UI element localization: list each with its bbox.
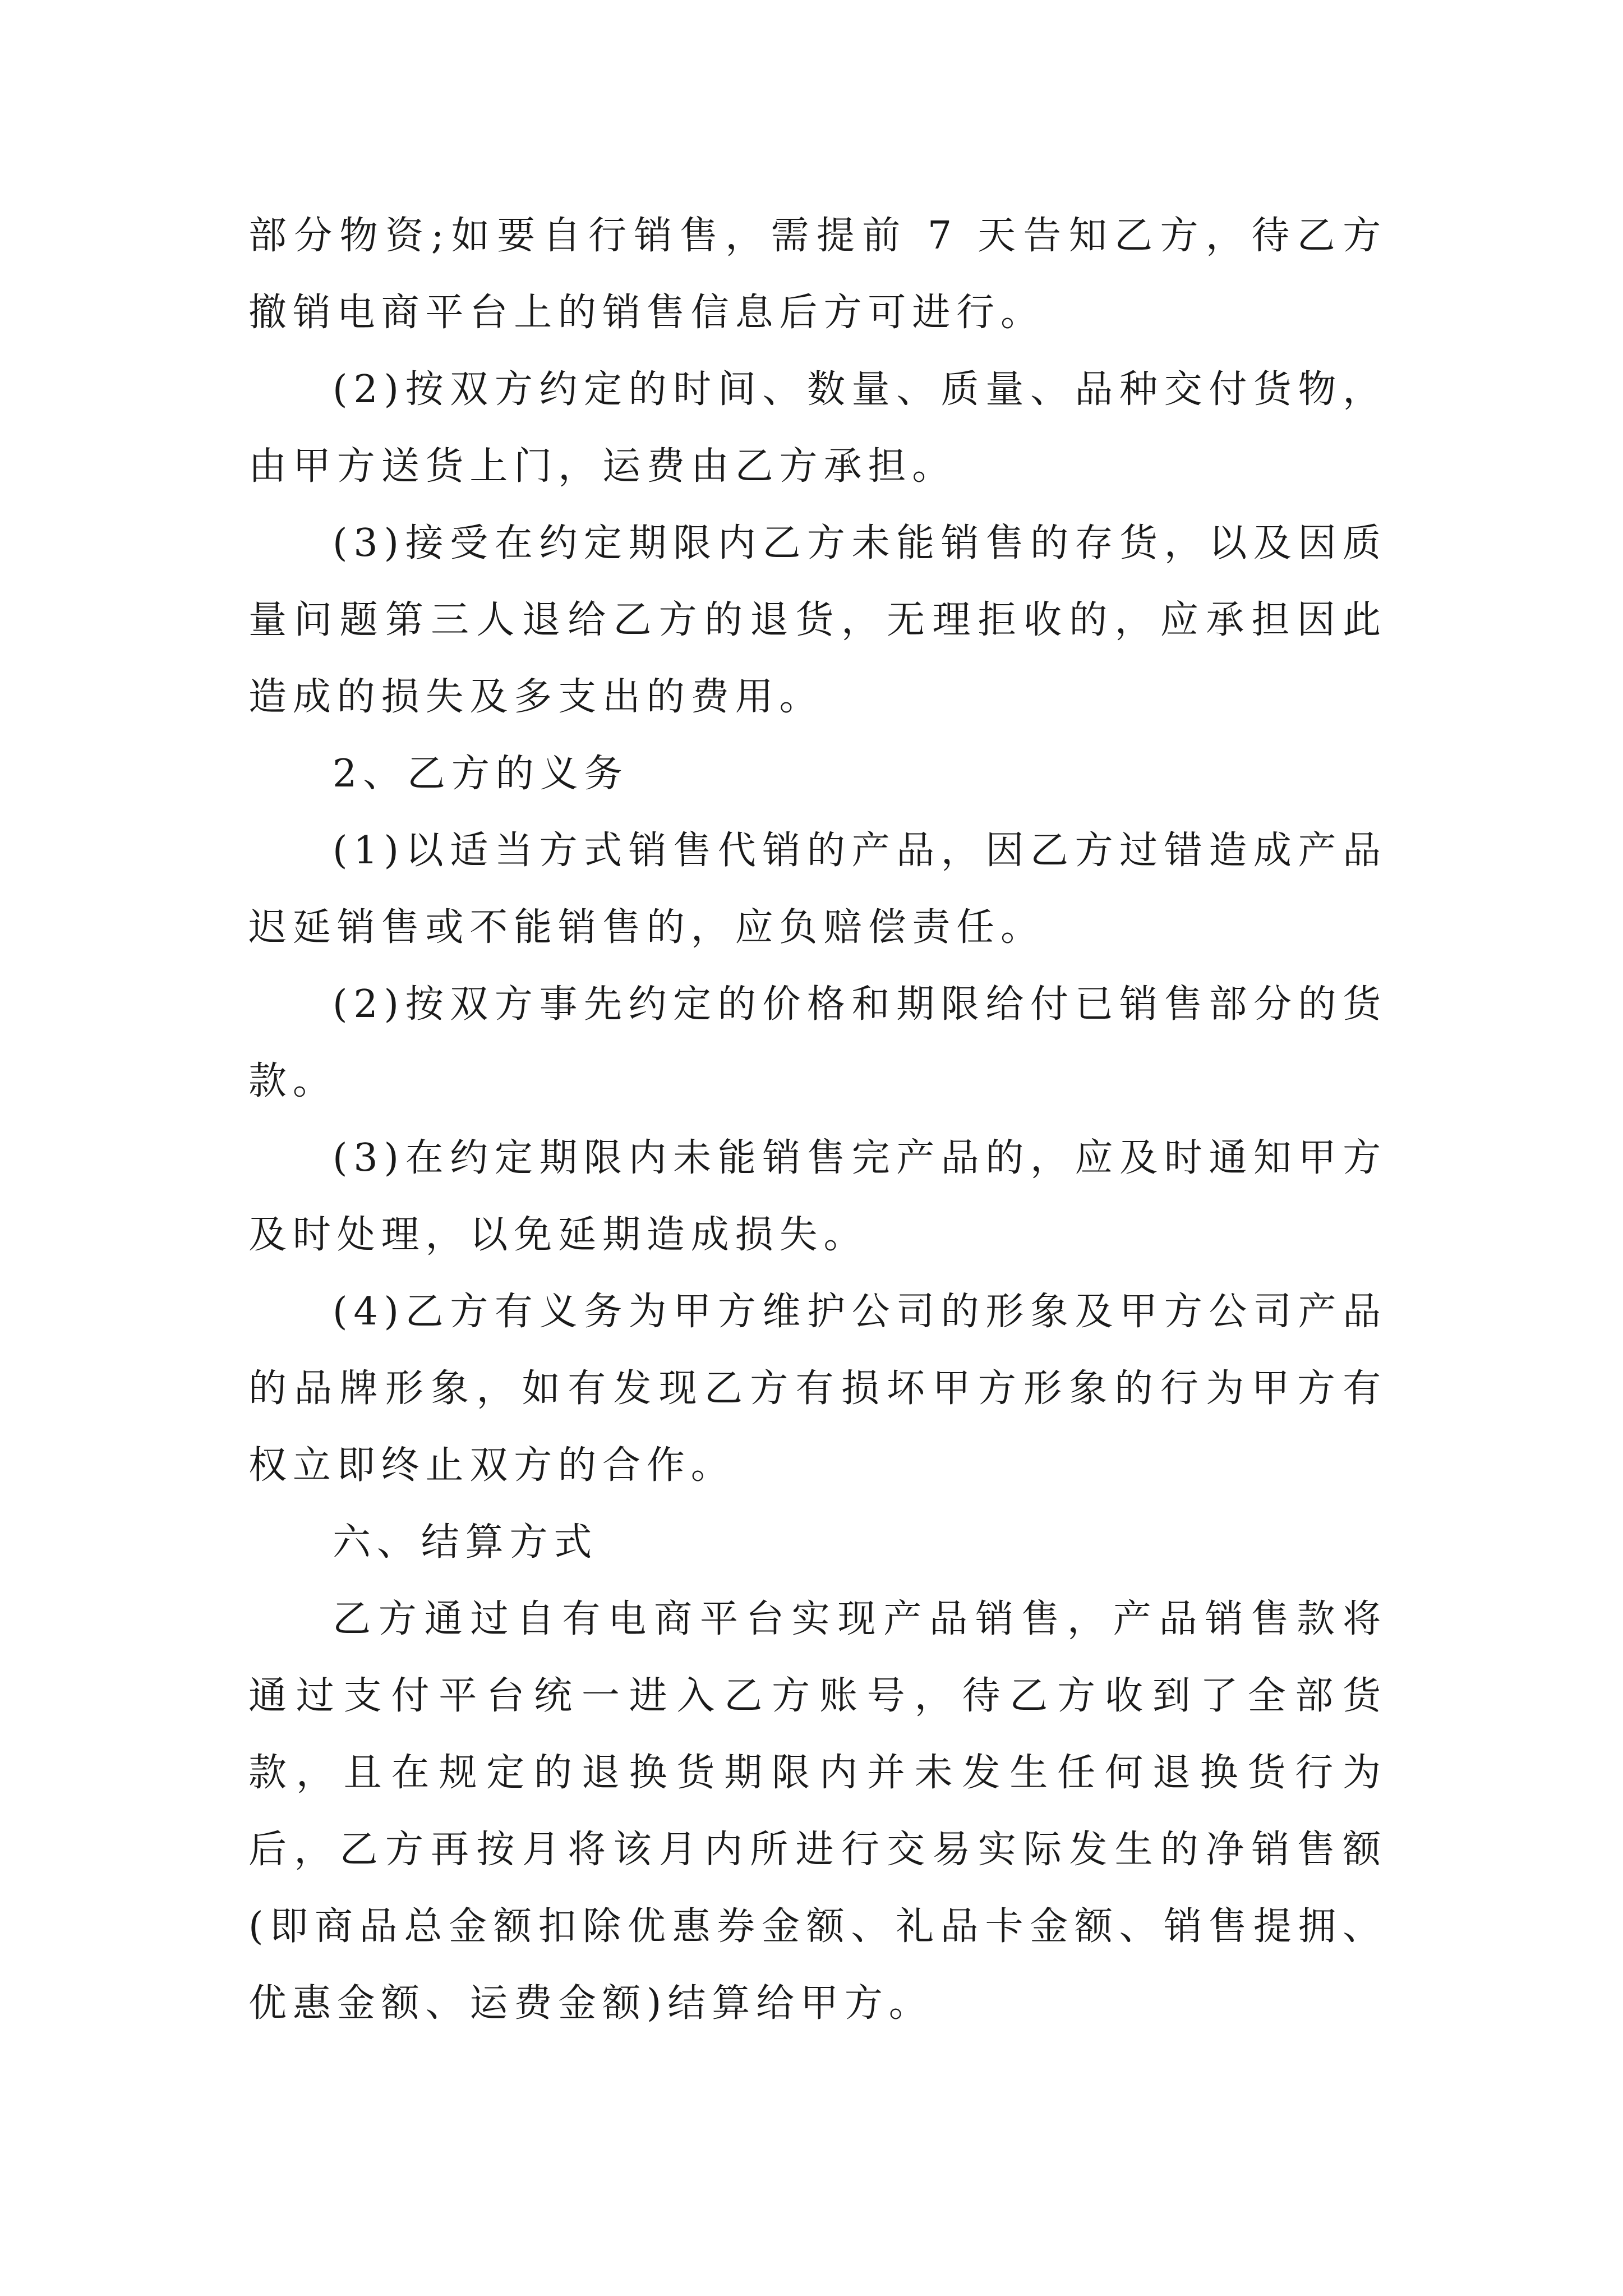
section-heading-party-b-obligations: 2、乙方的义务 bbox=[333, 752, 629, 796]
paragraph-party-b-item-3: (3)在约定期限内未能销售完产品的，应及时通知甲方及时处理，以免延期造成损失。 bbox=[248, 1136, 1387, 1257]
paragraph-continuation: 部分物资;如要自行销售，需提前 7 天告知乙方，待乙方撤销电商平台上的销售信息后方可进行。 bbox=[248, 214, 1387, 335]
paragraph-party-a-item-3: (3)接受在约定期限内乙方未能销售的存货，以及因质量问题第三人退给乙方的退货，无理拒收的，应承担因此造成的损失及多支出的费用。 bbox=[248, 521, 1387, 719]
paragraph-party-b-item-1: (1)以适当方式销售代销的产品，因乙方过错造成产品迟延销售或不能销售的，应负赔偿责任。 bbox=[248, 829, 1387, 950]
document-body bbox=[248, 197, 1387, 2042]
paragraph-party-b-item-2: (2)按双方事先约定的价格和期限给付已销售部分的货款。 bbox=[248, 982, 1387, 1103]
section-heading-settlement: 六、结算方式 bbox=[333, 1520, 598, 1565]
paragraph-party-a-item-2: (2)按双方约定的时间、数量、质量、品种交付货物，由甲方送货上门，运费由乙方承担。 bbox=[248, 367, 1387, 489]
paragraph-party-b-item-4: (4)乙方有义务为甲方维护公司的形象及甲方公司产品的品牌形象，如有发现乙方有损坏甲方形象的行为甲方有权立即终止双方的合作。 bbox=[248, 1290, 1387, 1488]
paragraph-settlement: 乙方通过自有电商平台实现产品销售，产品销售款将通过支付平台统一进入乙方账号，待乙方收到了全部货款，且在规定的退换货期限内并未发生任何退换货行为后，乙方再按月将该月内所进行交易实际发生的净销售额(即商品总金额扣除优惠券金额、礼品卡金额、销售提拥、优惠金额、运费金额)结算给甲方。 bbox=[248, 1597, 1387, 2026]
